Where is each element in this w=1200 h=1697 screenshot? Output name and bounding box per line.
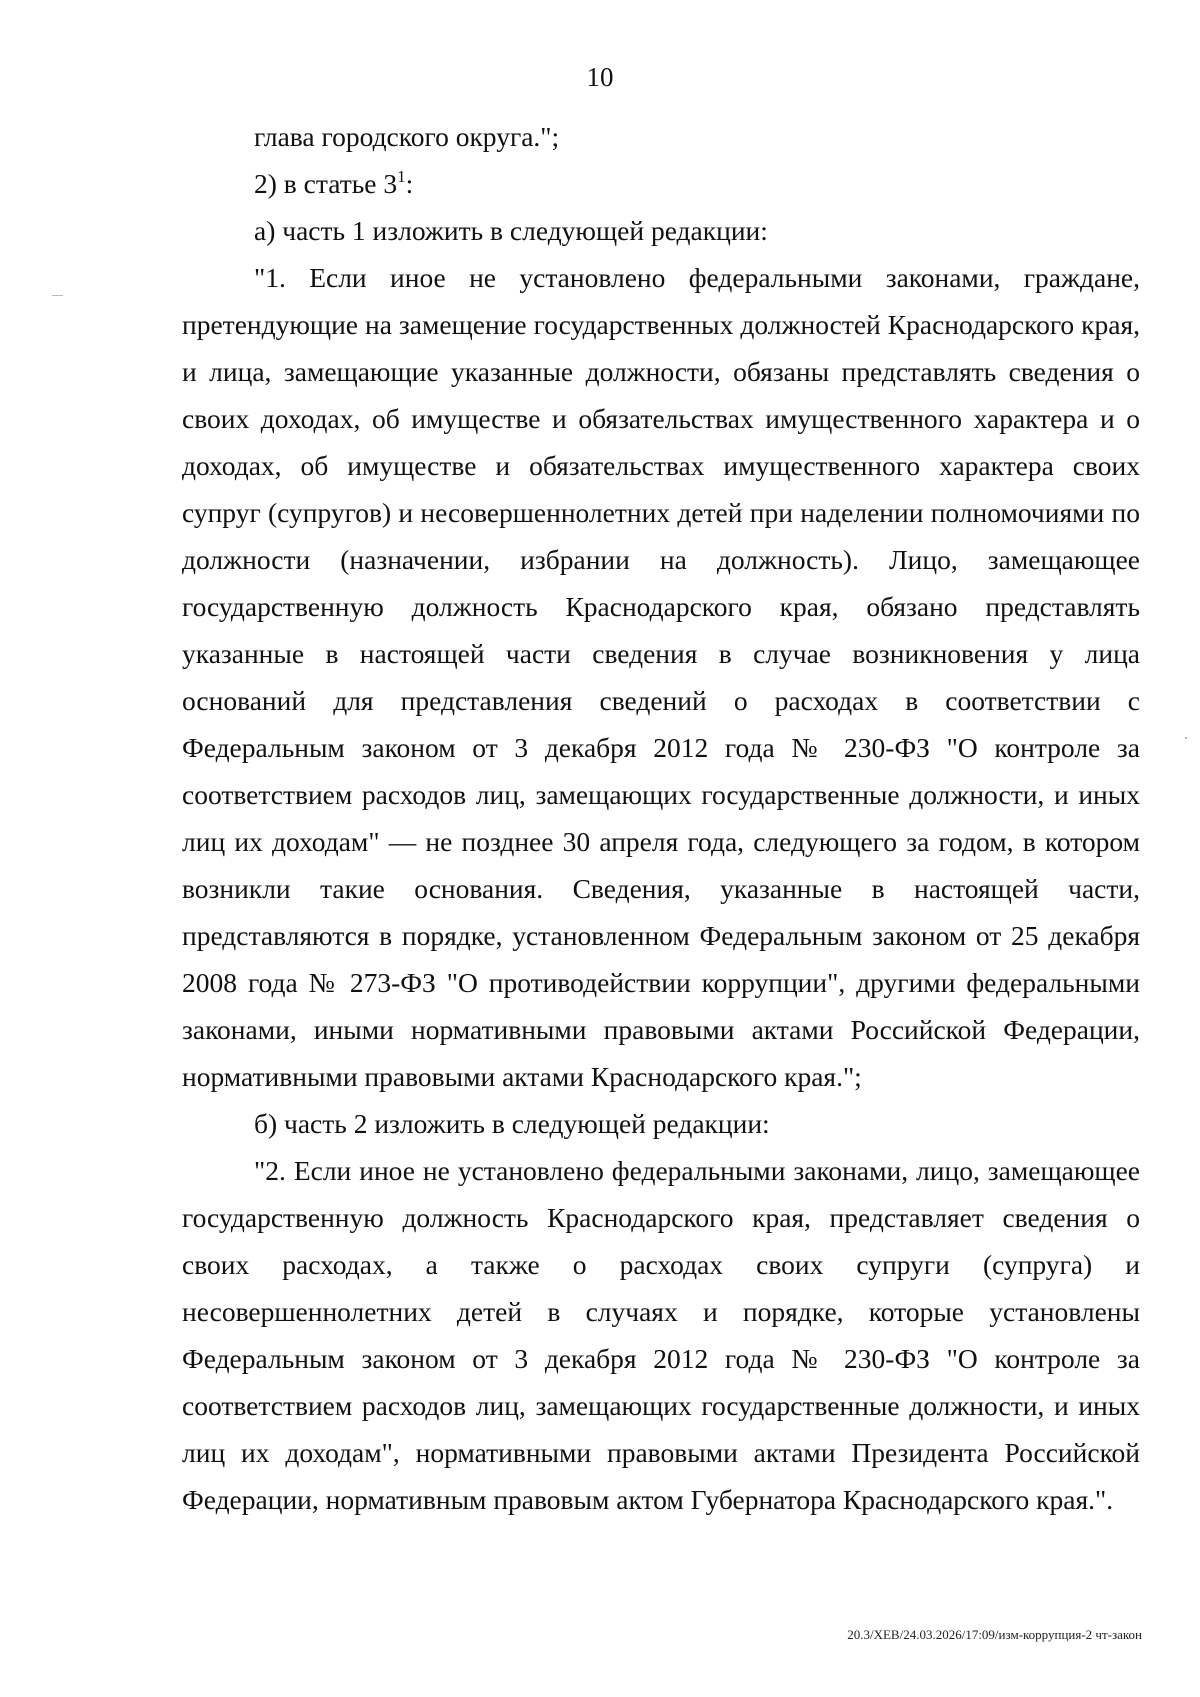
paragraph-6: "2. Если иное не установлено федеральными законами, лицо, замещающее государственную должность Краснодарского края, представляет сведения о своих расходах, а также о расходах своих супруги (супруга) и несовершеннолетних детей в случаях и порядке, которые установлены Федеральным законом от 3 декабря 2012 года № 230-ФЗ "О контроле за соответствием расходов лиц, замещающих государственные должности, и иных лиц их доходам", нормативными правовыми актами Президента Российской Федерации, нормативным правовым актом Губернатора Краснодарского края.".: [182, 1155, 1140, 1515]
document-footer-code: 20.3/ХЕВ/24.03.2026/17:09/изм-коррупция-2 чт-закон: [847, 1627, 1142, 1642]
paragraph-3: а) часть 1 изложить в следующей редакции:: [254, 215, 768, 246]
scan-margin-dot: [1185, 737, 1187, 739]
document-body: [182, 113, 1140, 1523]
paragraph-2: [182, 160, 1140, 207]
paragraph-1: глава городского округа.";: [254, 121, 560, 152]
paragraph-2-text: 2) в статье 3: [254, 168, 398, 199]
article-superscript: 1: [397, 167, 406, 186]
scan-margin-mark: [52, 295, 63, 296]
paragraph-5: б) часть 2 изложить в следующей редакции:: [254, 1108, 770, 1139]
paragraph-2-tail: :: [405, 168, 414, 199]
paragraph-4: "1. Если иное не установлено федеральными законами, граждане, претендующие на замещение государственных должностей Краснодарского края, и лица, замещающие указанные должности, обязаны представлять сведения о своих доходах, об имуществе и обязательствах имущественного характера и о доходах, об имуществе и обязательствах имущественного характера своих супруг (супругов) и несовершеннолетних детей при наделении полномочиями по должности (назначении, избрании на должность). Лицо, замещающее государственную должность Краснодарского края, обязано представлять указанные в настоящей части сведения в случае возникновения у лица оснований для представления сведений о расходах в соответствии с Федеральным законом от 3 декабря 2012 года № 230-ФЗ "О контроле за соответствием расходов лиц, замещающих государственные должности, и иных лиц их доходам" — не позднее 30 апреля года, следующего за годом, в котором возникли такие основания. Сведения, указанные в настоящей части, представляются в порядке, установленном Федеральным законом от 25 декабря 2008 года № 273-ФЗ "О противодействии коррупции", другими федеральными законами, иными нормативными правовыми актами Российской Федерации, нормативными правовыми актами Краснодарского края.";: [182, 262, 1140, 1092]
page-number: 10: [586, 62, 614, 92]
